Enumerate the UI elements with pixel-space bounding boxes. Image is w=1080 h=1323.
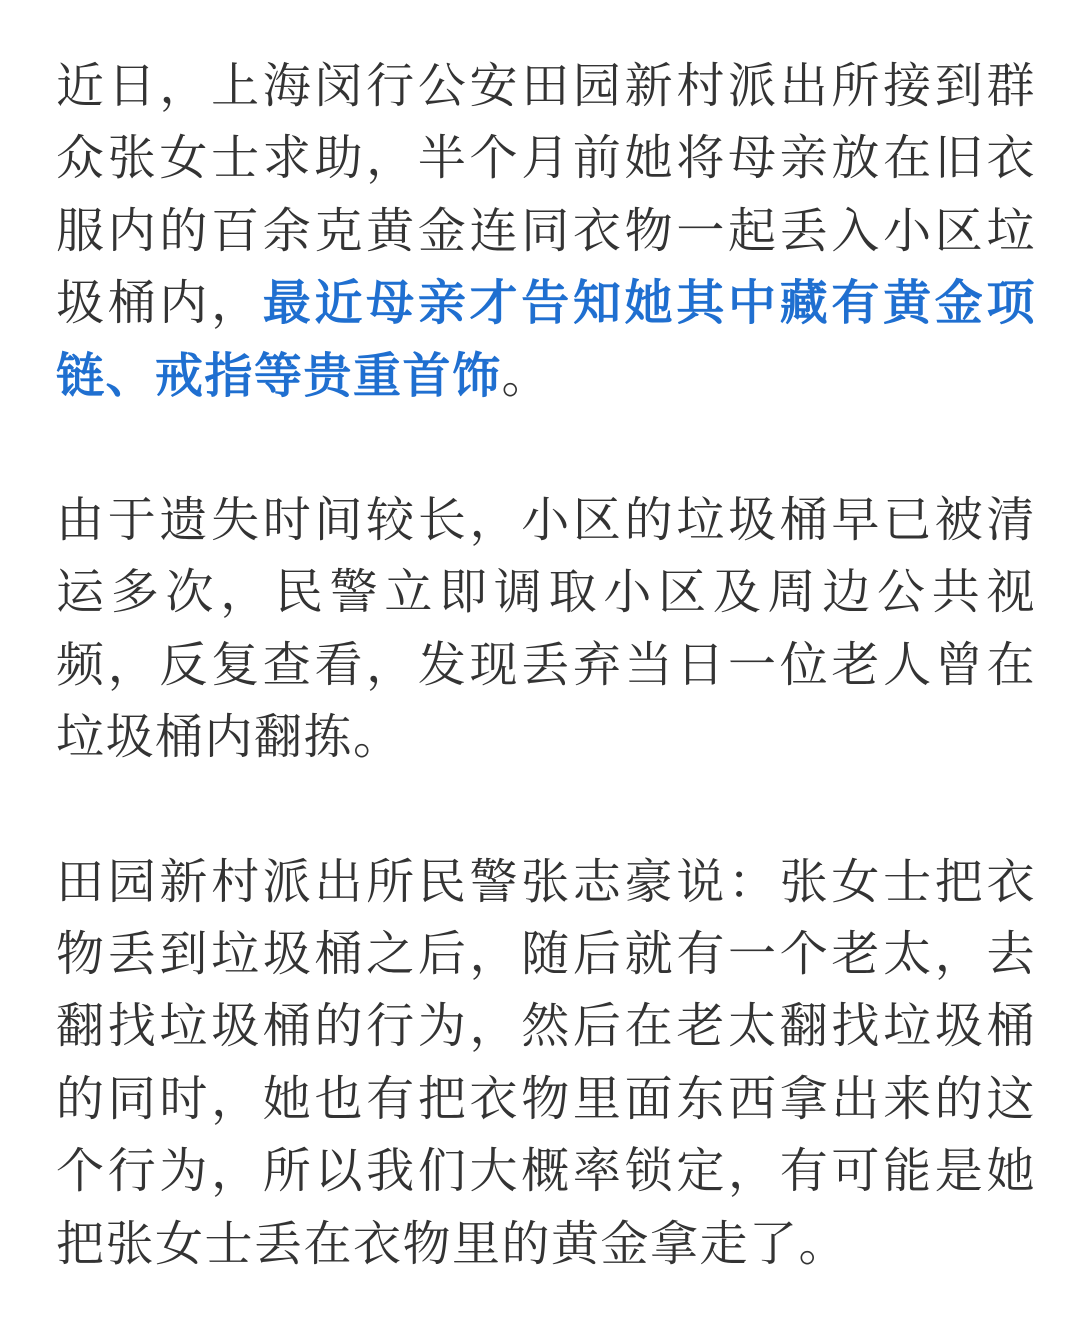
paragraph-1-text: 近日，上海闵行公安田园新村派出所接到群众张女士求助，半个月前她将母亲放在旧衣服内的百余克黄金连同衣物一起丢入小区垃圾桶内， [56,58,1036,332]
paragraph-1 [56,50,1036,412]
paragraph-3: 田园新村派出所民警张志豪说：张女士把衣物丢到垃圾桶之后，随后就有一个老太，去翻找垃圾桶的行为，然后在老太翻找垃圾桶的同时，她也有把衣物里面东西拿出来的这个行为，所以我们大概率锁定，有可能是她把张女士丢在衣物里的黄金拿走了。 [56,853,1036,1272]
paragraph-1-ending: 。 [501,347,552,404]
paragraph-2: 由于遗失时间较长，小区的垃圾桶早已被清运多次，民警立即调取小区及周边公共视频，反复查看，发现丢弃当日一位老人曾在垃圾桶内翻拣。 [56,492,1036,766]
highlighted-text: 最近母亲才告知她其中藏有黄金项链、戒指等贵重首饰 [56,275,1036,404]
